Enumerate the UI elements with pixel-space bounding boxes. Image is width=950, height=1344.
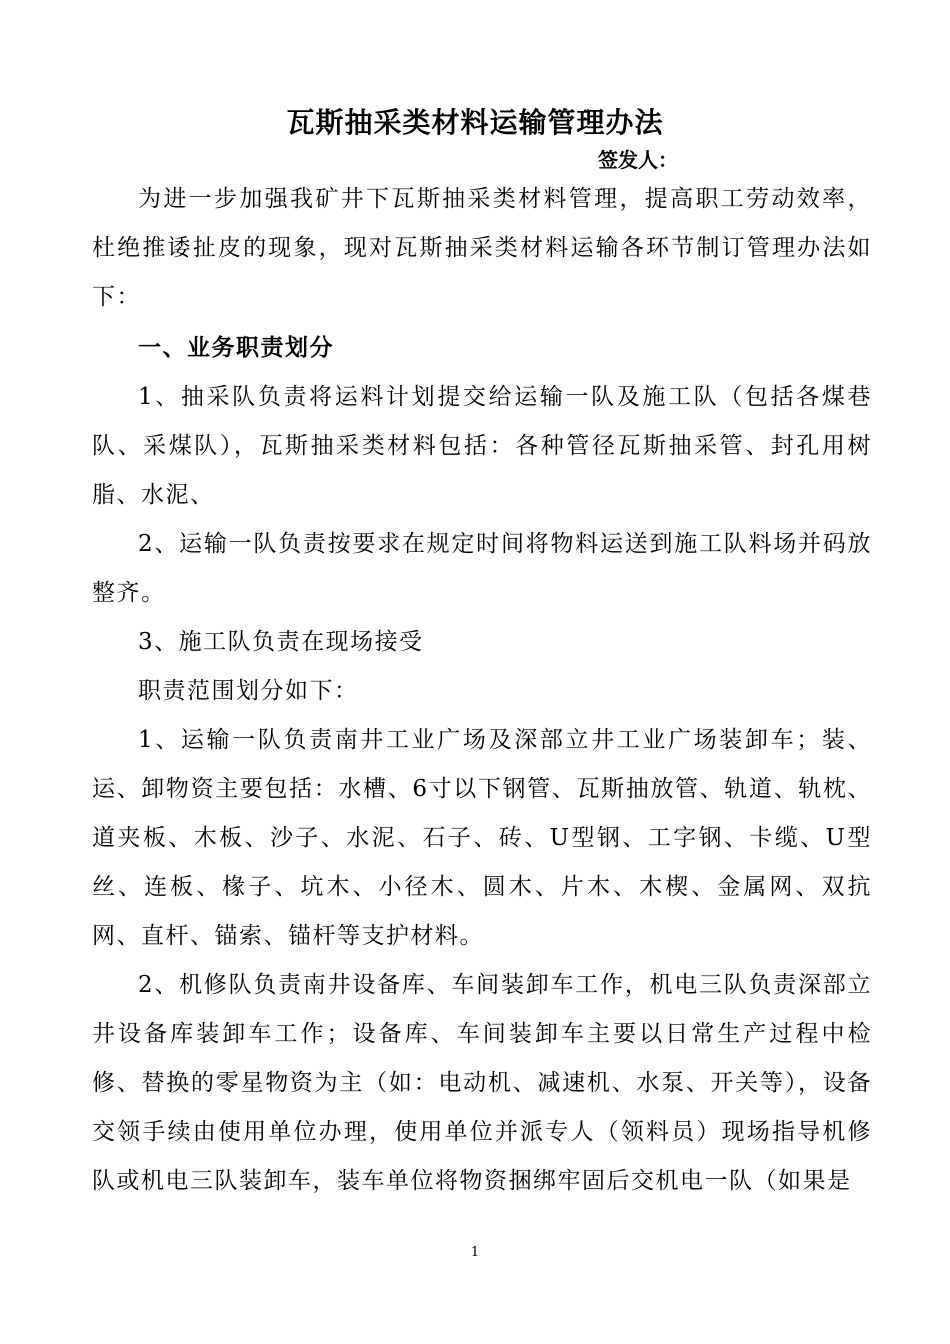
signer-label: 签发人： bbox=[598, 148, 678, 172]
page-number: 1 bbox=[470, 1245, 480, 1260]
paragraph: 1、抽采队负责将运料计划提交给运输一队及施工队（包括各煤巷队、采煤队），瓦斯抽采类材料包括：各种管径瓦斯抽采管、封孔用树脂、水泥、 bbox=[92, 384, 872, 508]
document-title: 瓦斯抽采类材料运输管理办法 bbox=[286, 106, 664, 139]
paragraph: 2、机修队负责南井设备库、车间装卸车工作，机电三队负责深部立井设备库装卸车工作；设备库、车间装卸车主要以日常生产过程中检修、替换的零星物资为主（如：电动机、减速机、水泵、开关等），设备交领手续由使用单位办理，使用单位并派专人（领料员）现场指导机修队或机电三队装卸车，装车单位将物资捆绑牢固后交机电一队（如果是 bbox=[92, 972, 872, 1194]
section-heading: 一、业务职责划分 bbox=[138, 335, 334, 361]
paragraph: 职责范围划分如下： bbox=[138, 678, 359, 704]
document-body bbox=[92, 175, 872, 1206]
intro-paragraph: 为进一步加强我矿井下瓦斯抽采类材料管理，提高职工劳动效率，杜绝推诿扯皮的现象，现对瓦斯抽采类材料运输各环节制订管理办法如下： bbox=[92, 186, 872, 310]
paragraph: 3、施工队负责在现场接受 bbox=[138, 629, 424, 655]
paragraph: 2、运输一队负责按要求在规定时间将物料运送到施工队料场并码放整齐。 bbox=[92, 531, 872, 606]
paragraph: 1、运输一队负责南井工业广场及深部立井工业广场装卸车；装、运、卸物资主要包括：水槽、6寸以下钢管、瓦斯抽放管、轨道、轨枕、道夹板、木板、沙子、水泥、石子、砖、U型钢、工字钢、卡缆、U型丝、连板、椽子、坑木、小径木、圆木、片木、木楔、金属网、双抗网、直杆、锚索、锚杆等支护材料。 bbox=[92, 727, 872, 949]
